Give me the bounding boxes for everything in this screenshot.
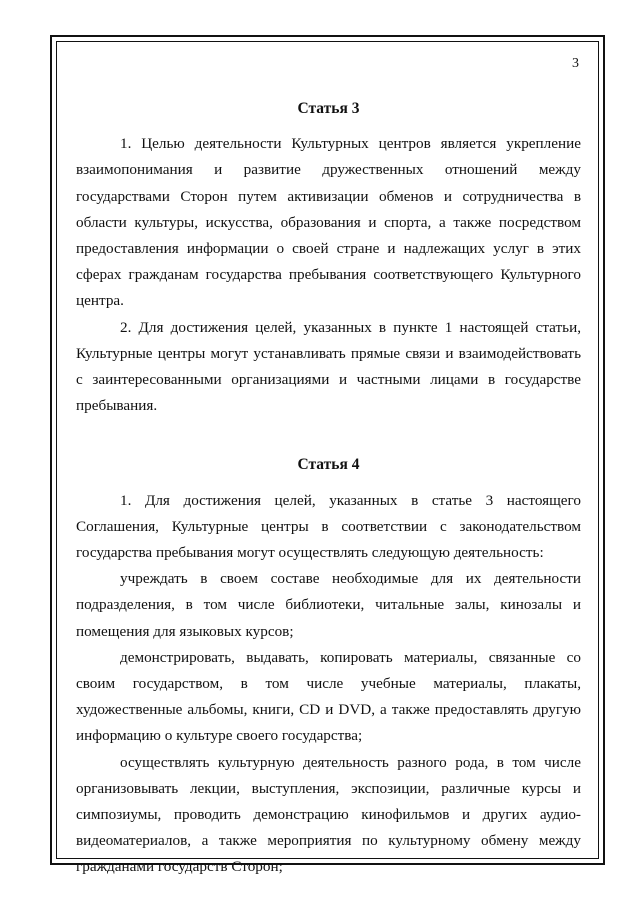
article-4-paragraph-4: осуществлять культурную деятельность разного рода, в том числе организовывать лекции, выступления, экспозиции, различные курсы и симпозиумы, проводить демонстрацию кинофильмов и других аудио-видеоматериалов, а также мероприятия по культурному обмену между гражданами государств Сторон;: [76, 753, 581, 876]
page-number: 3: [572, 56, 579, 71]
article-3-title: Статья 3: [297, 100, 360, 117]
article-4-title: Статья 4: [297, 456, 360, 474]
article-4-paragraph-3: демонстрировать, выдавать, копировать материалы, связанные со своим государством, в том числе учебные материалы, плакаты, художественные альбомы, книги, CD и DVD, а также предоставлять другую информацию о культуре своего государства;: [76, 648, 581, 745]
article-4-paragraph-2: учреждать в своем составе необходимые для их деятельности подразделения, в том числе библиотеки, читальные залы, кинозалы и помещения для языковых курсов;: [76, 570, 581, 640]
article-3-paragraph-2: 2. Для достижения целей, указанных в пункте 1 настоящей статьи, Культурные центры могут устанавливать прямые связи и взаимодействовать с заинтересованными организациями и частными лицами в государстве пребывания.: [76, 318, 581, 415]
article-4-paragraph-1: 1. Для достижения целей, указанных в статье 3 настоящего Соглашения, Культурные центры в соответствии с законодательством государства пребывания могут осуществлять следующую деятельность:: [76, 491, 581, 562]
article-3-paragraph-1: 1. Целью деятельности Культурных центров является укрепление взаимопонимания и развитие дружественных отношений между государствами Сторон путем активизации обменов и сотрудничества в области культуры, искусства, образования и спорта, а также посредством предоставления информации о своей стране и надлежащих услуг в этих сферах гражданам государства пребывания соответствующего Культурного центра.: [76, 135, 581, 310]
document-body: [76, 96, 581, 881]
